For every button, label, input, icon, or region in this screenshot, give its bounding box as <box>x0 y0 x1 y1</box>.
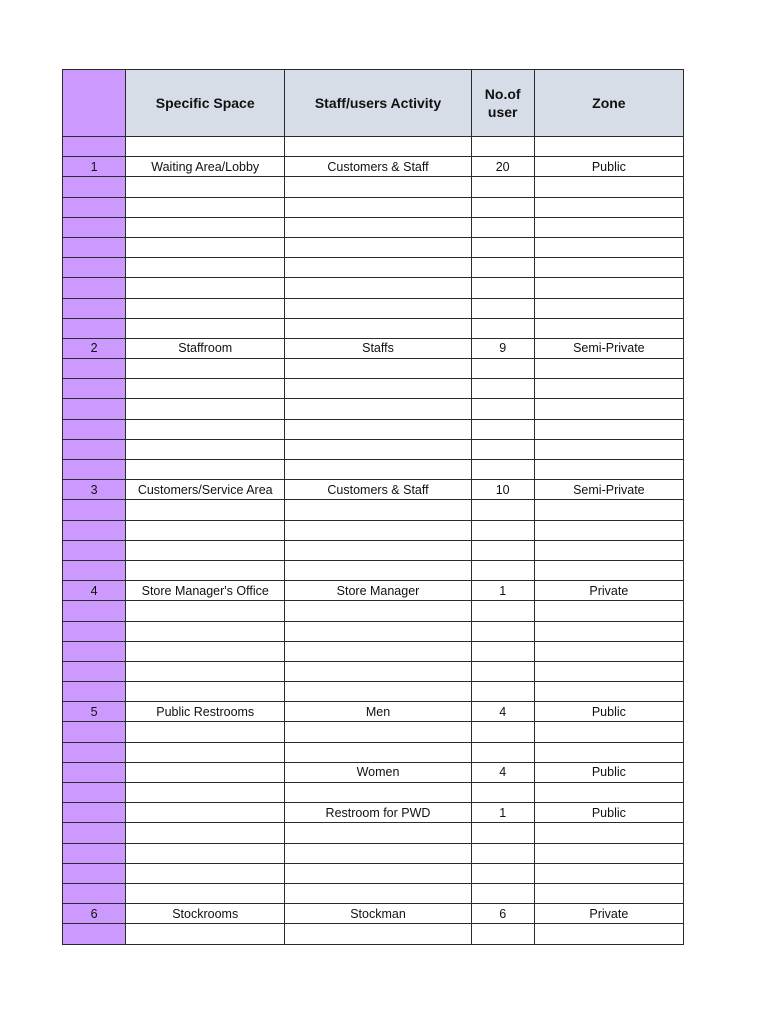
zone-cell <box>534 278 683 298</box>
specific-space-cell <box>126 621 285 641</box>
specific-space-cell <box>126 823 285 843</box>
users-count-cell: 20 <box>471 157 534 177</box>
users-count-cell <box>471 621 534 641</box>
users-count-cell <box>471 783 534 803</box>
table-row <box>63 419 684 439</box>
activity-cell <box>285 217 471 237</box>
row-number-cell <box>63 641 126 661</box>
specific-space-cell <box>126 278 285 298</box>
zone-cell <box>534 682 683 702</box>
table-row <box>63 762 684 782</box>
users-count-cell <box>471 318 534 338</box>
row-number-cell <box>63 177 126 197</box>
specific-space-cell: Store Manager's Office <box>126 581 285 601</box>
table-row <box>63 177 684 197</box>
table-row <box>63 722 684 742</box>
users-count-cell <box>471 439 534 459</box>
row-number-cell: 2 <box>63 338 126 358</box>
zone-cell <box>534 399 683 419</box>
users-count-cell <box>471 661 534 681</box>
row-number-cell <box>63 843 126 863</box>
activity-cell <box>285 439 471 459</box>
row-number-cell <box>63 399 126 419</box>
activity-cell <box>285 197 471 217</box>
table-row <box>63 904 684 924</box>
activity-cell <box>285 924 471 944</box>
users-count-cell <box>471 883 534 903</box>
zone-cell <box>534 298 683 318</box>
header-users: No.of user <box>471 70 534 137</box>
table-row <box>63 560 684 580</box>
table-row <box>63 359 684 379</box>
zone-cell <box>534 197 683 217</box>
activity-cell <box>285 560 471 580</box>
row-number-cell <box>63 298 126 318</box>
zone-cell: Private <box>534 581 683 601</box>
specific-space-cell <box>126 924 285 944</box>
row-number-cell <box>63 783 126 803</box>
specific-space-cell <box>126 641 285 661</box>
activity-cell: Staffs <box>285 338 471 358</box>
users-count-cell <box>471 863 534 883</box>
activity-cell <box>285 863 471 883</box>
row-number-cell: 3 <box>63 480 126 500</box>
specific-space-cell <box>126 137 285 157</box>
zone-cell <box>534 460 683 480</box>
users-count-cell <box>471 298 534 318</box>
table-row <box>63 480 684 500</box>
table-row <box>63 540 684 560</box>
activity-cell <box>285 419 471 439</box>
activity-cell <box>285 278 471 298</box>
zone-cell <box>534 924 683 944</box>
activity-cell <box>285 601 471 621</box>
users-count-cell: 9 <box>471 338 534 358</box>
zone-cell <box>534 601 683 621</box>
specific-space-cell <box>126 883 285 903</box>
users-count-cell <box>471 237 534 257</box>
row-number-cell <box>63 803 126 823</box>
row-number-cell <box>63 762 126 782</box>
specific-space-cell <box>126 419 285 439</box>
zone-cell <box>534 661 683 681</box>
specific-space-cell <box>126 237 285 257</box>
zone-cell <box>534 500 683 520</box>
zone-cell: Private <box>534 904 683 924</box>
zone-cell <box>534 843 683 863</box>
row-number-cell <box>63 278 126 298</box>
zone-cell <box>534 783 683 803</box>
activity-cell: Men <box>285 702 471 722</box>
users-count-cell <box>471 742 534 762</box>
table-row <box>63 439 684 459</box>
table-row <box>63 137 684 157</box>
table-row <box>63 883 684 903</box>
specific-space-cell <box>126 520 285 540</box>
specific-space-cell <box>126 540 285 560</box>
table-header <box>63 70 684 137</box>
activity-cell <box>285 843 471 863</box>
activity-cell <box>285 298 471 318</box>
activity-cell <box>285 722 471 742</box>
specific-space-cell <box>126 318 285 338</box>
table-row <box>63 278 684 298</box>
table-row <box>63 157 684 177</box>
activity-cell: Customers & Staff <box>285 157 471 177</box>
zone-cell: Public <box>534 762 683 782</box>
activity-cell <box>285 177 471 197</box>
specific-space-cell <box>126 722 285 742</box>
table-row <box>63 783 684 803</box>
table-row <box>63 742 684 762</box>
specific-space-cell <box>126 843 285 863</box>
row-number-cell <box>63 318 126 338</box>
table-row <box>63 823 684 843</box>
table-body <box>63 137 684 945</box>
row-number-cell <box>63 500 126 520</box>
table-row <box>63 318 684 338</box>
activity-cell <box>285 318 471 338</box>
zone-cell <box>534 237 683 257</box>
activity-cell: Stockman <box>285 904 471 924</box>
activity-cell <box>285 359 471 379</box>
zone-cell <box>534 621 683 641</box>
row-number-cell: 4 <box>63 581 126 601</box>
table-row <box>63 843 684 863</box>
zone-cell <box>534 742 683 762</box>
zone-cell <box>534 722 683 742</box>
specific-space-cell <box>126 863 285 883</box>
table-row <box>63 197 684 217</box>
table-row <box>63 803 684 823</box>
specific-space-cell <box>126 560 285 580</box>
activity-cell <box>285 641 471 661</box>
activity-cell <box>285 258 471 278</box>
specific-space-cell: Waiting Area/Lobby <box>126 157 285 177</box>
row-number-cell <box>63 217 126 237</box>
users-count-cell <box>471 359 534 379</box>
table-row <box>63 661 684 681</box>
specific-space-cell <box>126 601 285 621</box>
row-number-cell <box>63 661 126 681</box>
specific-space-cell <box>126 783 285 803</box>
users-count-cell <box>471 399 534 419</box>
users-count-cell <box>471 682 534 702</box>
users-count-cell <box>471 843 534 863</box>
zone-cell <box>534 560 683 580</box>
users-count-cell <box>471 520 534 540</box>
specific-space-cell <box>126 803 285 823</box>
row-number-cell <box>63 439 126 459</box>
table-row <box>63 601 684 621</box>
users-count-cell <box>471 823 534 843</box>
row-number-cell <box>63 722 126 742</box>
zone-cell: Public <box>534 157 683 177</box>
users-count-cell <box>471 722 534 742</box>
table-row <box>63 258 684 278</box>
specific-space-cell: Stockrooms <box>126 904 285 924</box>
zone-cell <box>534 379 683 399</box>
specific-space-cell <box>126 460 285 480</box>
row-number-cell <box>63 742 126 762</box>
specific-space-cell <box>126 500 285 520</box>
zone-cell <box>534 359 683 379</box>
users-count-cell <box>471 379 534 399</box>
specific-space-cell <box>126 682 285 702</box>
table-row <box>63 379 684 399</box>
table-row <box>63 520 684 540</box>
space-programming-table <box>62 69 684 945</box>
header-specific-space: Specific Space <box>126 70 285 137</box>
header-activity: Staff/users Activity <box>285 70 471 137</box>
row-number-cell <box>63 621 126 641</box>
table-row <box>63 702 684 722</box>
activity-cell <box>285 783 471 803</box>
zone-cell <box>534 419 683 439</box>
row-number-cell <box>63 137 126 157</box>
row-number-cell <box>63 924 126 944</box>
table-row <box>63 682 684 702</box>
users-count-cell <box>471 278 534 298</box>
row-number-cell <box>63 258 126 278</box>
table-row <box>63 500 684 520</box>
specific-space-cell <box>126 742 285 762</box>
users-count-cell <box>471 924 534 944</box>
activity-cell <box>285 742 471 762</box>
activity-cell: Customers & Staff <box>285 480 471 500</box>
users-count-cell <box>471 419 534 439</box>
header-number <box>63 70 126 137</box>
header-row <box>63 70 684 137</box>
table-row <box>63 460 684 480</box>
row-number-cell <box>63 560 126 580</box>
users-count-cell <box>471 258 534 278</box>
zone-cell <box>534 863 683 883</box>
specific-space-cell <box>126 359 285 379</box>
specific-space-cell <box>126 217 285 237</box>
table-row <box>63 621 684 641</box>
table-row <box>63 581 684 601</box>
users-count-cell: 4 <box>471 702 534 722</box>
row-number-cell: 1 <box>63 157 126 177</box>
specific-space-cell <box>126 439 285 459</box>
table-row <box>63 399 684 419</box>
table-row <box>63 863 684 883</box>
row-number-cell <box>63 883 126 903</box>
zone-cell <box>534 520 683 540</box>
users-count-cell <box>471 217 534 237</box>
activity-cell <box>285 682 471 702</box>
zone-cell: Semi-Private <box>534 338 683 358</box>
row-number-cell <box>63 379 126 399</box>
row-number-cell: 5 <box>63 702 126 722</box>
users-count-cell: 6 <box>471 904 534 924</box>
activity-cell <box>285 399 471 419</box>
users-count-cell: 4 <box>471 762 534 782</box>
activity-cell <box>285 621 471 641</box>
zone-cell <box>534 258 683 278</box>
specific-space-cell: Public Restrooms <box>126 702 285 722</box>
row-number-cell <box>63 237 126 257</box>
activity-cell <box>285 137 471 157</box>
row-number-cell <box>63 419 126 439</box>
row-number-cell <box>63 682 126 702</box>
row-number-cell <box>63 540 126 560</box>
activity-cell <box>285 237 471 257</box>
activity-cell <box>285 883 471 903</box>
users-count-cell <box>471 560 534 580</box>
row-number-cell <box>63 863 126 883</box>
row-number-cell <box>63 520 126 540</box>
zone-cell: Semi-Private <box>534 480 683 500</box>
specific-space-cell <box>126 661 285 681</box>
users-count-cell: 1 <box>471 803 534 823</box>
users-count-cell <box>471 540 534 560</box>
users-count-cell <box>471 460 534 480</box>
activity-cell <box>285 520 471 540</box>
table-row <box>63 237 684 257</box>
zone-cell: Public <box>534 702 683 722</box>
activity-cell: Store Manager <box>285 581 471 601</box>
users-count-cell <box>471 641 534 661</box>
specific-space-cell <box>126 197 285 217</box>
table-row <box>63 298 684 318</box>
specific-space-cell: Staffroom <box>126 338 285 358</box>
zone-cell <box>534 318 683 338</box>
users-count-cell <box>471 500 534 520</box>
activity-cell <box>285 540 471 560</box>
row-number-cell <box>63 823 126 843</box>
users-count-cell <box>471 137 534 157</box>
zone-cell <box>534 540 683 560</box>
activity-cell <box>285 379 471 399</box>
table-row <box>63 924 684 944</box>
specific-space-cell <box>126 399 285 419</box>
specific-space-cell <box>126 177 285 197</box>
specific-space-cell <box>126 762 285 782</box>
row-number-cell <box>63 359 126 379</box>
activity-cell <box>285 500 471 520</box>
zone-cell <box>534 883 683 903</box>
activity-cell <box>285 661 471 681</box>
specific-space-cell <box>126 258 285 278</box>
activity-cell: Women <box>285 762 471 782</box>
zone-cell <box>534 439 683 459</box>
activity-cell: Restroom for PWD <box>285 803 471 823</box>
row-number-cell: 6 <box>63 904 126 924</box>
users-count-cell <box>471 197 534 217</box>
specific-space-cell <box>126 298 285 318</box>
row-number-cell <box>63 197 126 217</box>
users-count-cell: 1 <box>471 581 534 601</box>
users-count-cell <box>471 177 534 197</box>
users-count-cell <box>471 601 534 621</box>
zone-cell: Public <box>534 803 683 823</box>
specific-space-cell <box>126 379 285 399</box>
activity-cell <box>285 460 471 480</box>
table-row <box>63 641 684 661</box>
zone-cell <box>534 177 683 197</box>
zone-cell <box>534 641 683 661</box>
zone-cell <box>534 823 683 843</box>
zone-cell <box>534 217 683 237</box>
row-number-cell <box>63 460 126 480</box>
table-row <box>63 338 684 358</box>
row-number-cell <box>63 601 126 621</box>
header-zone: Zone <box>534 70 683 137</box>
specific-space-cell: Customers/Service Area <box>126 480 285 500</box>
activity-cell <box>285 823 471 843</box>
table-row <box>63 217 684 237</box>
users-count-cell: 10 <box>471 480 534 500</box>
zone-cell <box>534 137 683 157</box>
